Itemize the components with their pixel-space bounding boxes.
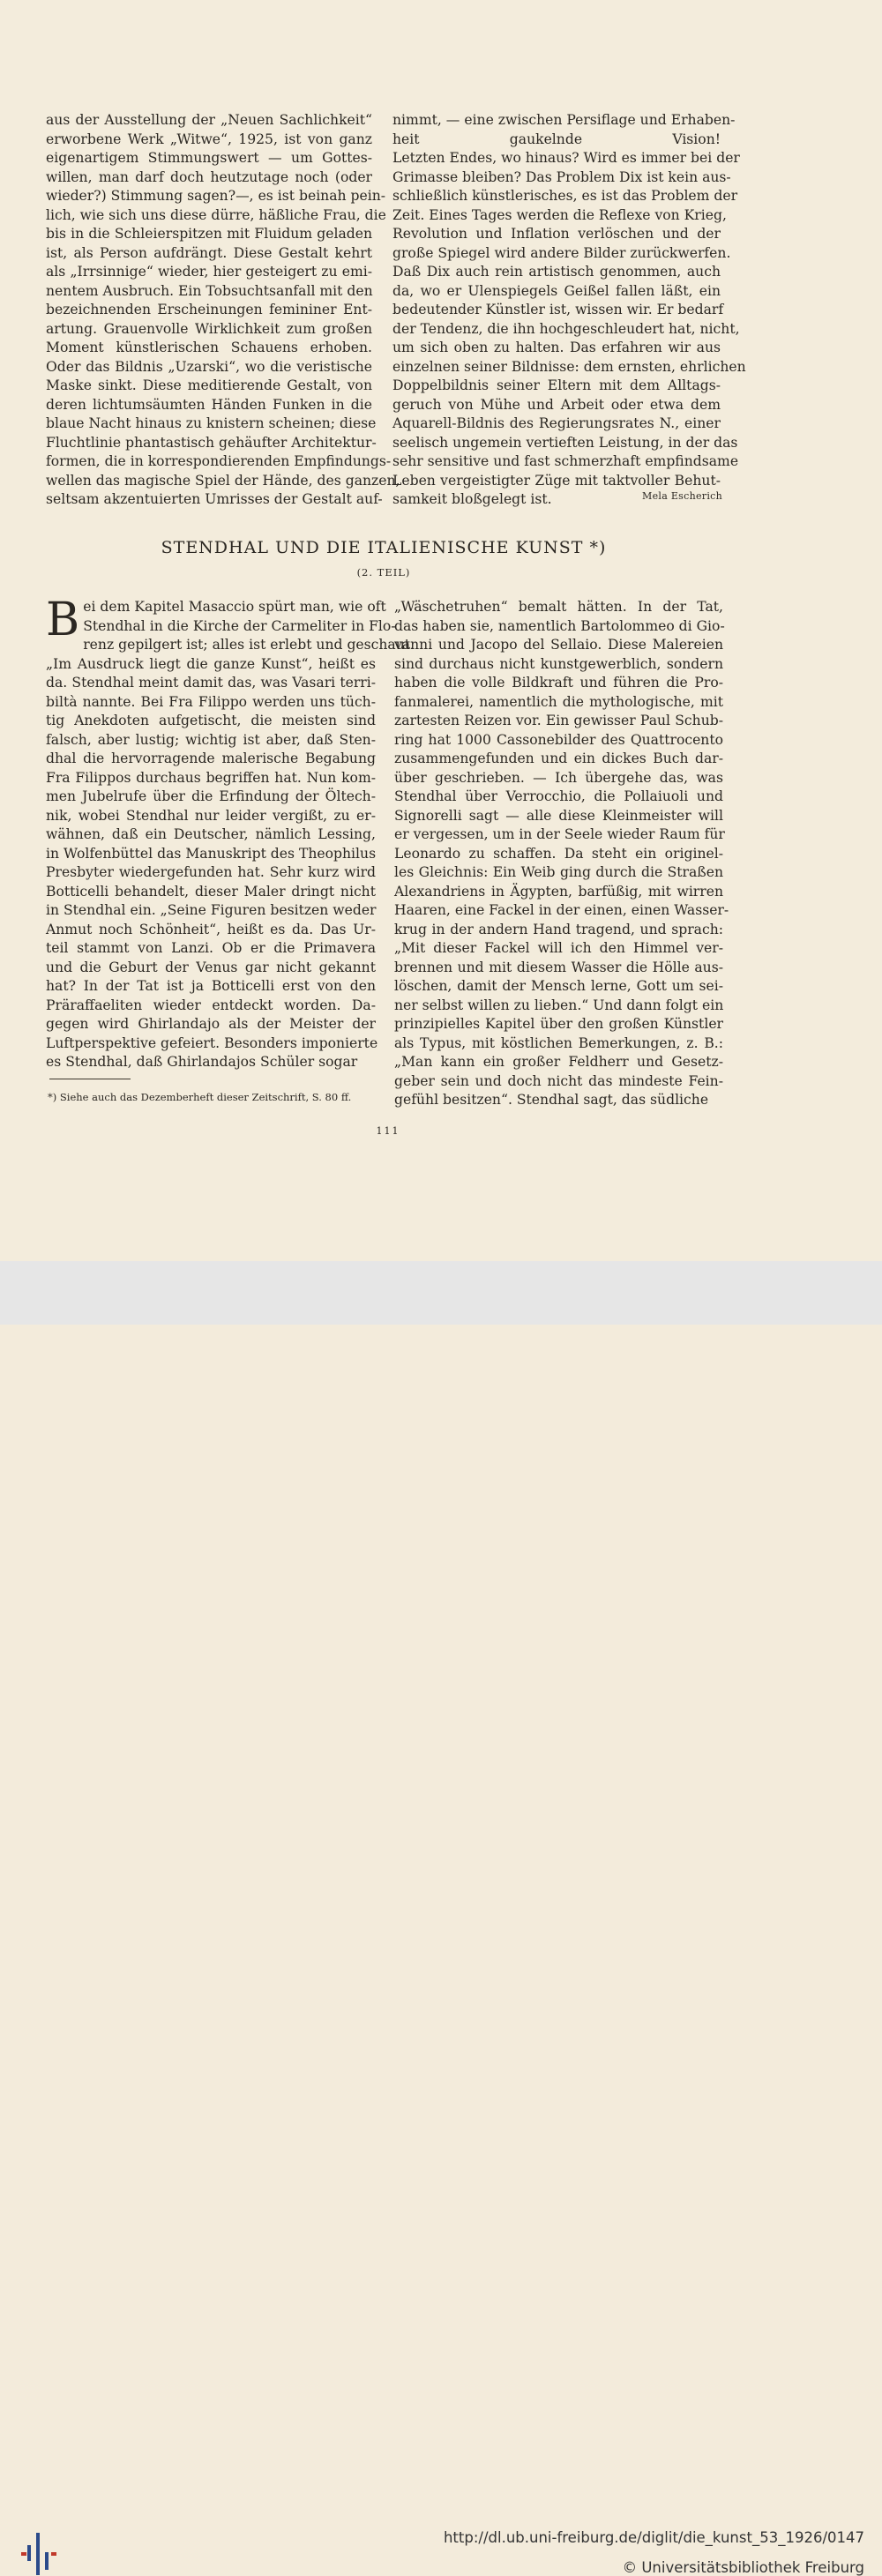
source-url-link[interactable]: http://dl.ub.uni-freiburg.de/diglit/die_kunst_53_1926/0147 [443,2529,864,2546]
text-line: ist, als Person aufdrängt. Diese Gestalt kehrt [46,244,372,261]
text-line: Revolution und Inflation verlöschen und der [392,226,721,242]
top-right-column [392,111,746,510]
text-line: zartesten Reizen vor. Ein gewisser Paul Schub- [394,713,723,728]
text-line: erworbene Werk „Witwe“, 1925, ist von ganz [46,131,372,147]
text-line: seltsam akzentuierten Umrisses der Gestalt auf- [46,491,383,507]
text-line: Oder das Bildnis „Uzarski“, wo die veristische [46,358,372,375]
text-line: Leonardo zu schaffen. Da steht ein originel- [394,845,723,862]
text-line: geber sein und doch nicht das mindeste Fein- [394,1072,723,1089]
text-line: wellen das magische Spiel der Hände, des ganzen, [46,472,400,489]
text-line: tig Anekdoten aufgetischt, die meisten sind [46,713,376,728]
text-line: blaue Nacht hinaus zu knistern scheinen; diese [46,415,377,431]
text-line: da. Stendhal meint damit das, was Vasari terri- [46,675,376,691]
text-line: Stendhal in die Kirche der Carmeliter in Flo- [83,617,396,634]
text-line: brennen und mit diesem Wasser die Hölle aus- [394,959,723,975]
text-line: nentem Ausbruch. Ein Tobsuchtsanfall mit den [46,282,373,299]
article-subtitle: (2. TEIL) [356,566,411,579]
text-line: formen, die in korrespondierenden Empfindungs- [46,453,392,469]
text-line: fanmalerei, namentlich die mythologische, mit [394,693,723,710]
text-line: prinzipielles Kapitel über den großen Künstler [394,1016,723,1032]
text-line: bezeichnenden Erscheinungen femininer Ent- [46,302,372,317]
text-line: sind durchaus nicht kunstgewerblich, sondern [394,655,723,672]
text-line: Moment künstlerischen Schauens erhoben. [46,340,372,355]
text-line: sehr sensitive und fast schmerzhaft empfindsame [392,453,739,469]
text-line: „Im Ausdruck liegt die ganze Kunst“, heißt es [46,655,376,672]
text-line: das haben sie, namentlich Bartolommeo di Gio- [394,617,725,634]
bottom-left-text [46,594,415,1072]
library-logo-icon [21,2533,56,2575]
text-line: Presbyter wiedergefunden hat. Sehr kurz wird [46,864,376,880]
text-line: Maske sinkt. Diese meditierende Gestalt, von [46,377,372,393]
copyright-notice: © Universitätsbibliothek Freiburg [622,2559,864,2576]
text-line: Präraffaeliten wieder entdeckt worden. Da- [46,997,376,1013]
text-line: gefühl besitzen“. Stendhal sagt, das südliche [394,1092,709,1108]
text-line: löschen, damit der Mensch lerne, Gott um sei- [394,978,723,994]
text-line: geruch von Mühe und Arbeit oder etwa dem [392,396,721,413]
text-line: als „Irrsinnige“ wieder, hier gesteigert zu emi- [46,264,372,280]
text-line: Doppelbildnis seiner Eltern mit dem Alltags- [392,377,721,393]
text-line: les Gleichnis: Ein Weib ging durch die Straßen [394,864,723,880]
text-line: teil stammt von Lanzi. Ob er die Primavera [46,940,376,956]
text-line: willen, man darf doch heutzutage noch (oder [46,168,372,185]
text-line: biltà nannte. Bei Fra Filippo werden uns tüch- [46,693,376,710]
text-line: in Wolfenbüttel das Manuskript des Theophilus [46,845,377,862]
text-line: haben die volle Bildkraft und führen die Pro- [394,675,723,691]
text-line: „Mit dieser Fackel will ich den Himmel ver- [394,940,723,956]
text-line: über geschrieben. — Ich übergehe das, was [394,769,723,786]
author-signature: Mela Escherich [642,490,722,502]
drop-cap: B [46,594,80,646]
text-line: nik, wobei Stendhal nur leider vergißt, zu er- [46,807,376,824]
text-line: Haaren, eine Fackel in der einen, einen Wasser- [394,902,729,918]
text-line: es Stendhal, daß Ghirlandajos Schüler sogar [46,1054,358,1070]
text-line: renz gepilgert ist; alles ist erlebt und geschaut. [83,637,415,653]
text-line: Botticelli behandelt, dieser Maler dringt nicht [46,883,376,900]
text-line: große Spiegel wird andere Bilder zurückwerfen. [392,244,731,261]
text-line: Stendhal über Verrocchio, die Pollaiuoli und [394,788,723,804]
text-line: krug in der andern Hand tragend, und sprach: [394,921,723,937]
text-line: der Tendenz, die ihn hochgeschleudert hat, nicht, [392,320,740,337]
text-line: er vergessen, um in der Seele wieder Raum für [394,826,725,842]
text-line: deren lichtumsäumten Händen Funken in die [46,396,372,413]
text-line: Zeit. Eines Tages werden die Reflexe von Krieg, [392,206,727,223]
text-line: lich, wie sich uns diese dürre, häßliche Frau, die [46,206,386,223]
text-line: einzelnen seiner Bildnisse: dem ernsten, ehrlichen [392,358,746,375]
text-line: artung. Grauenvolle Wirklichkeit zum großen [46,320,372,337]
text-line: falsch, aber lustig; wichtig ist aber, daß Sten- [46,731,376,748]
text-line: vanni und Jacopo del Sellaio. Diese Malereien [394,637,723,653]
top-left-column [46,111,400,510]
text-line: bis in die Schleierspitzen mit Fluidum geladen [46,226,372,242]
footnote: *) Siehe auch das Dezemberheft dieser Zeitschrift, S. 80 ff. [48,1091,352,1103]
text-line: Luftperspektive gefeiert. Besonders imponierte [46,1034,378,1051]
bottom-right-column [394,598,729,1110]
text-line: Fra Filippos durchaus begriffen hat. Nun kom- [46,769,376,786]
text-line: wieder?) Stimmung sagen?—, es ist beinah pein- [46,188,386,204]
text-line: Anmut noch Schönheit“, heißt es da. Das Ur- [46,921,376,937]
text-line: Grimasse bleiben? Das Problem Dix ist kein aus- [392,168,731,185]
text-line: und die Geburt der Venus gar nicht gekannt [46,959,376,975]
text-line: bedeutender Künstler ist, wissen wir. Er bedarf [392,302,724,317]
text-line: gegen wird Ghirlandajo als der Meister der [46,1016,376,1032]
text-line: ner selbst willen zu lieben.“ Und dann folgt ein [394,997,724,1013]
text-line: als Typus, mit köstlichen Bemerkungen, z. B.: [394,1034,723,1051]
text-line: in Stendhal ein. „Seine Figuren besitzen weder [46,902,377,918]
text-line: eigenartigem Stimmungswert — um Gottes- [46,150,372,166]
text-line: seelisch ungemein vertieften Leistung, in der das [392,434,738,451]
text-line: hat? In der Tat ist ja Botticelli erst von den [46,978,376,994]
text-line: um sich oben zu halten. Das erfahren wir aus [392,340,721,355]
text-line: Letzten Endes, wo hinaus? Wird es immer bei der [392,150,740,166]
text-line: samkeit bloßgelegt ist. [392,491,552,507]
text-line: schließlich künstlerisches, es ist das Problem der [392,188,738,204]
text-line: „Wäschetruhen“ bemalt hätten. In der Tat, [394,599,723,615]
text-line: zusammengefunden und ein dickes Buch dar- [394,750,723,766]
text-line: Fluchtlinie phantastisch gehäufter Architektur- [46,434,377,451]
text-line: wähnen, daß ein Deutscher, nämlich Lessing, [46,826,376,842]
text-line: nimmt, — eine zwischen Persiflage und Erhaben- [392,112,736,128]
text-line: men Jubelrufe über die Erfindung der Öltech- [46,788,376,804]
text-line: „Man kann ein großer Feldherr und Gesetz- [394,1054,723,1070]
article-title: STENDHAL UND DIE ITALIENISCHE KUNST *) [161,538,607,557]
page-number: 111 [376,1125,400,1137]
text-line: ring hat 1000 Cassonebilder des Quattrocento [394,731,723,748]
text-line: Daß Dix auch rein artistisch genommen, auch [392,264,721,280]
text-line: heit gaukelnde Vision! [392,131,721,147]
text-line: ei dem Kapitel Masaccio spürt man, wie oft [83,599,386,615]
footer-bar [0,1261,882,2576]
text-line: Signorelli sagt — alle diese Kleinmeister will [394,807,723,824]
text-line: aus der Ausstellung der „Neuen Sachlichkeit“ [46,112,372,128]
scanned-page [0,0,882,1261]
text-line: da, wo er Ulenspiegels Geißel fallen läßt, ein [392,282,721,299]
text-line: Leben vergeistigter Züge mit taktvoller Behut- [392,472,721,489]
bottom-left-column [46,594,415,1072]
text-line: Aquarell-Bildnis des Regierungsrates N., einer [392,415,721,431]
text-line: Alexandriens in Ägypten, barfüßig, mit wirren [394,883,723,900]
text-line: dhal die hervorragende malerische Begabung [46,750,376,766]
